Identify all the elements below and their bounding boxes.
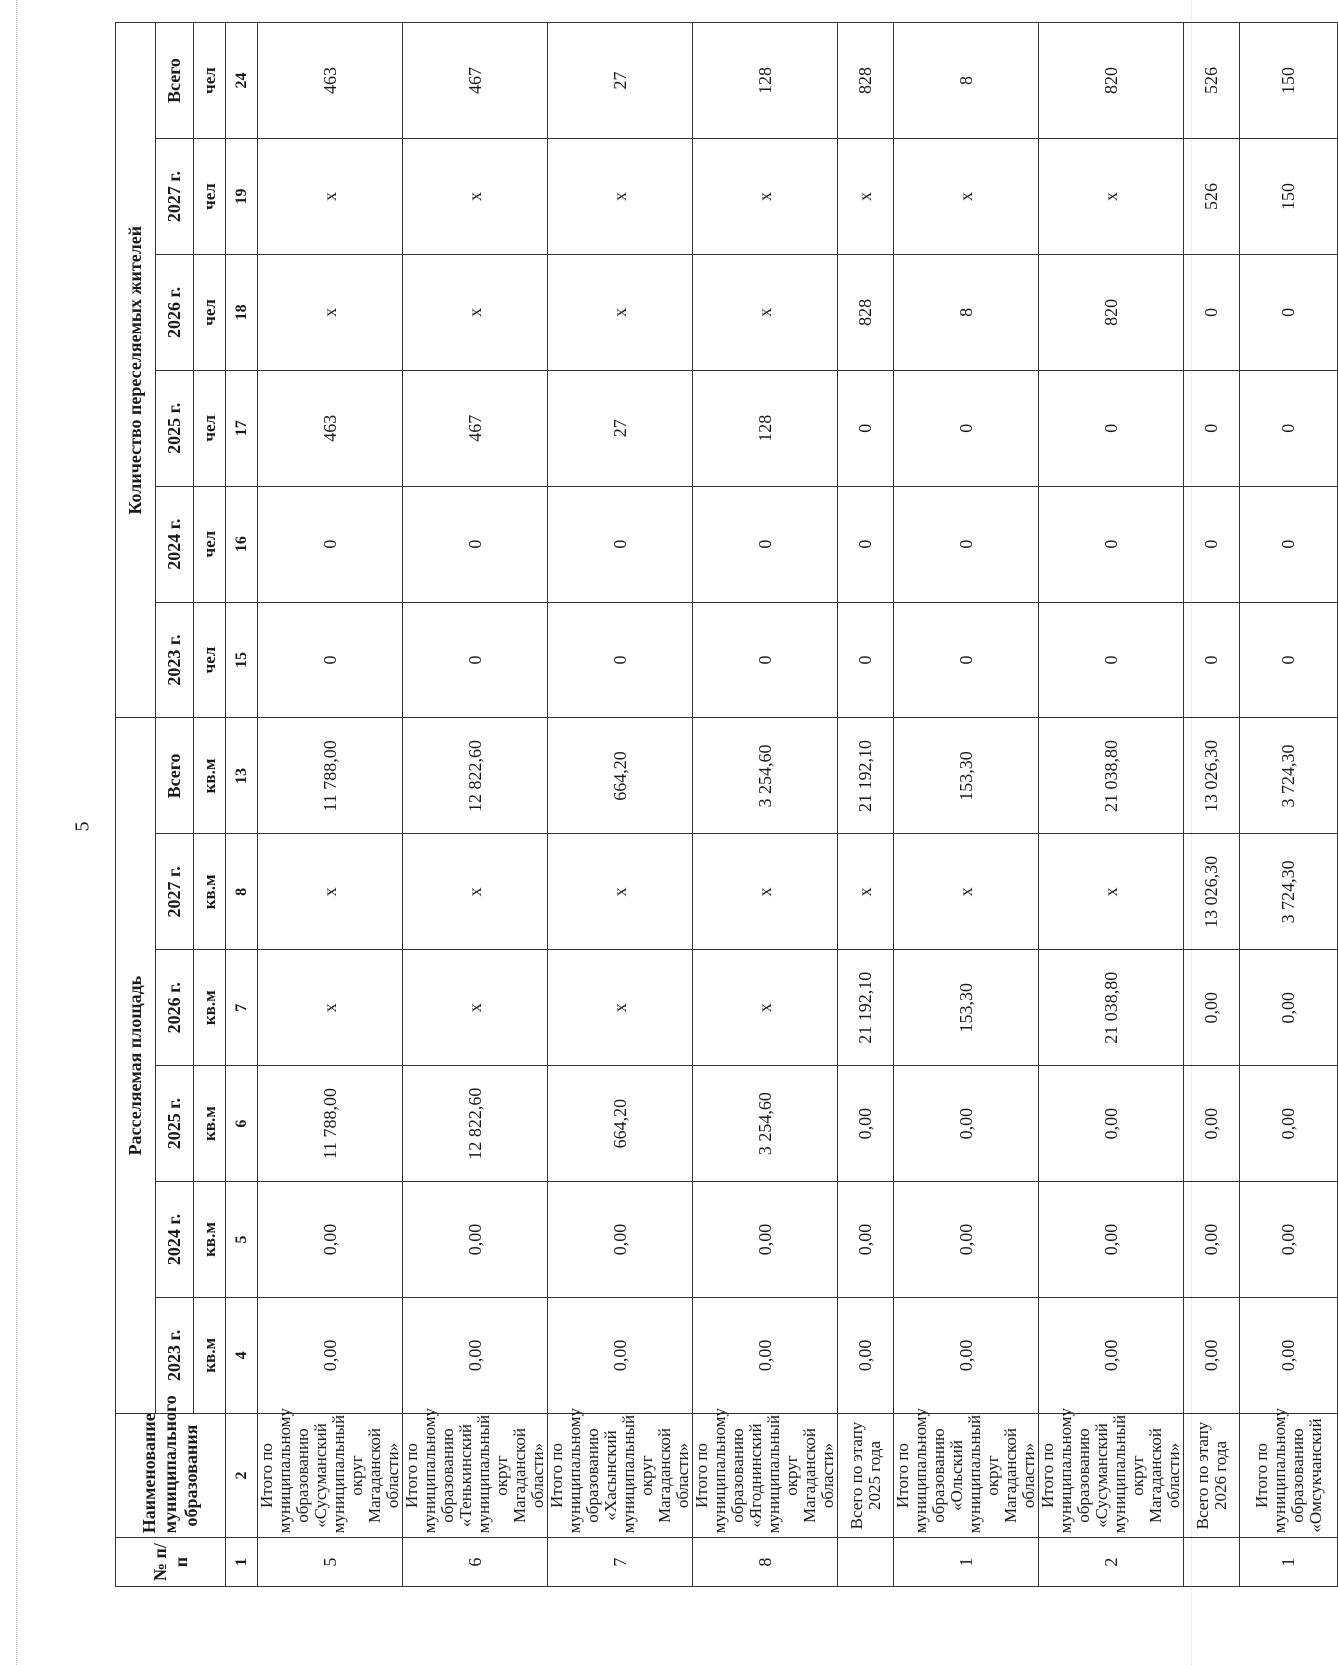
area-value: 0,00 [894, 1297, 1039, 1413]
header-name: Наименование муниципального образования [116, 1413, 226, 1537]
header-people-unit: чел [194, 254, 226, 370]
people-value: x [838, 139, 894, 255]
people-value: 0 [403, 486, 548, 602]
area-value: 3 724,30 [1240, 834, 1338, 950]
column-index: 17 [226, 370, 258, 486]
area-value: 0,00 [1184, 1182, 1240, 1298]
column-index: 4 [226, 1297, 258, 1413]
header-people-unit: чел [194, 139, 226, 255]
area-value: 0,00 [838, 1297, 894, 1413]
people-value: 0 [548, 486, 693, 602]
people-value: x [403, 139, 548, 255]
header-area-year: 2024 г. [156, 1182, 194, 1298]
table-row [1240, 23, 1338, 1587]
people-value: x [258, 139, 403, 255]
area-value: x [403, 950, 548, 1066]
area-value: 0,00 [838, 1182, 894, 1298]
area-value: 0,00 [1039, 1066, 1184, 1182]
people-value: 0 [403, 602, 548, 718]
area-value: 0,00 [1039, 1182, 1184, 1298]
area-value: x [403, 834, 548, 950]
row-number: 1 [1240, 1538, 1338, 1587]
header-area-unit: кв.м [194, 834, 226, 950]
row-name: Итого по муниципальному образованию «Ольский муниципальный округ Магаданской области» [894, 1413, 1039, 1537]
people-value: 0 [1039, 486, 1184, 602]
people-value: 27 [548, 370, 693, 486]
table-row [693, 23, 838, 1587]
row-number [838, 1538, 894, 1587]
area-value: 0,00 [403, 1297, 548, 1413]
people-value: 0 [1240, 254, 1338, 370]
column-index: 18 [226, 254, 258, 370]
people-value: x [258, 254, 403, 370]
people-value: 828 [838, 254, 894, 370]
row-number: 2 [1039, 1538, 1184, 1587]
area-value: 0,00 [1184, 950, 1240, 1066]
row-number: 1 [894, 1538, 1039, 1587]
area-value: 12 822,60 [403, 1066, 548, 1182]
header-area-unit: кв.м [194, 950, 226, 1066]
row-name: Итого по муниципальному образованию «Тенькинский муниципальный округ Магаданской области» [403, 1413, 548, 1537]
area-value: 3 254,60 [693, 718, 838, 834]
people-value: x [1039, 139, 1184, 255]
header-people-group: Количество переселяемых жителей [116, 23, 156, 718]
area-value: x [1039, 834, 1184, 950]
header-people-year: 2023 г. [156, 602, 194, 718]
area-value: x [693, 950, 838, 1066]
people-value: 0 [693, 486, 838, 602]
column-index: 8 [226, 834, 258, 950]
people-value: x [548, 254, 693, 370]
table-viewport [115, 22, 1325, 1587]
people-value: 0 [1240, 486, 1338, 602]
area-value: x [548, 950, 693, 1066]
people-value: 8 [894, 23, 1039, 139]
area-value: 0,00 [258, 1182, 403, 1298]
row-number: 5 [258, 1538, 403, 1587]
header-area-unit: кв.м [194, 718, 226, 834]
area-value: 0,00 [403, 1182, 548, 1298]
area-value: 0,00 [258, 1297, 403, 1413]
header-area-unit: кв.м [194, 1297, 226, 1413]
column-index: 6 [226, 1066, 258, 1182]
area-value: 13 026,30 [1184, 718, 1240, 834]
rotated-table-container [115, 22, 1325, 1587]
column-index: 1 [226, 1538, 258, 1587]
area-value: 3 724,30 [1240, 718, 1338, 834]
column-index: 13 [226, 718, 258, 834]
area-value: 0,00 [1184, 1297, 1240, 1413]
area-value: 0,00 [548, 1182, 693, 1298]
header-people-year: 2024 г. [156, 486, 194, 602]
people-value: 0 [1039, 602, 1184, 718]
table-row [258, 23, 403, 1587]
row-name: Всего по этапу 2026 года [1184, 1413, 1240, 1537]
area-value: 0,00 [1240, 950, 1338, 1066]
row-number: 8 [693, 1538, 838, 1587]
people-value: 463 [258, 370, 403, 486]
area-value: 0,00 [1240, 1297, 1338, 1413]
row-name: Итого по муниципальному образованию «Ягоднинский муниципальный округ Магаданской области» [693, 1413, 838, 1537]
header-num: № п/п [116, 1538, 226, 1587]
area-value: x [548, 834, 693, 950]
header-people-year: 2027 г. [156, 139, 194, 255]
row-number [1184, 1538, 1240, 1587]
people-value: 150 [1240, 139, 1338, 255]
row-name: Итого по муниципальному образованию «Сусуманский муниципальный округ Магаданской области» [1039, 1413, 1184, 1537]
people-value: 0 [894, 486, 1039, 602]
header-area-unit: кв.м [194, 1182, 226, 1298]
header-people-unit: чел [194, 602, 226, 718]
area-value: 664,20 [548, 1066, 693, 1182]
people-value: x [548, 139, 693, 255]
table-row [838, 23, 894, 1587]
people-value: 150 [1240, 23, 1338, 139]
people-value: 463 [258, 23, 403, 139]
area-value: 153,30 [894, 718, 1039, 834]
people-value: 0 [894, 602, 1039, 718]
people-value: 0 [258, 602, 403, 718]
area-value: x [693, 834, 838, 950]
header-people-year: 2026 г. [156, 254, 194, 370]
area-value: 11 788,00 [258, 718, 403, 834]
header-area-year: 2027 г. [156, 834, 194, 950]
people-value: 0 [1184, 254, 1240, 370]
row-name: Итого по муниципальному образованию «Омсукчанский [1240, 1413, 1338, 1537]
left-margin-dotted-line [16, 0, 19, 1665]
people-value: x [693, 254, 838, 370]
area-value: 0,00 [1240, 1182, 1338, 1298]
area-value: x [894, 834, 1039, 950]
area-value: 153,30 [894, 950, 1039, 1066]
row-name: Итого по муниципальному образованию «Сусуманский муниципальный округ Магаданской области» [258, 1413, 403, 1537]
people-value: 0 [894, 370, 1039, 486]
people-value: x [403, 254, 548, 370]
area-value: 0,00 [548, 1297, 693, 1413]
people-value: 828 [838, 23, 894, 139]
people-value: 0 [838, 370, 894, 486]
people-value: 128 [693, 370, 838, 486]
header-people-unit: чел [194, 23, 226, 139]
area-value: 0,00 [1184, 1066, 1240, 1182]
column-index: 15 [226, 602, 258, 718]
area-value: x [838, 834, 894, 950]
people-value: 0 [838, 602, 894, 718]
people-value: 526 [1184, 139, 1240, 255]
page-number: 5 [71, 821, 94, 832]
area-value: 21 192,10 [838, 718, 894, 834]
area-value: 13 026,30 [1184, 834, 1240, 950]
column-index: 2 [226, 1413, 258, 1537]
header-people-year: Всего [156, 23, 194, 139]
people-value: 820 [1039, 23, 1184, 139]
header-people-unit: чел [194, 486, 226, 602]
people-value: x [693, 139, 838, 255]
area-value: 11 788,00 [258, 1066, 403, 1182]
area-value: 0,00 [1240, 1066, 1338, 1182]
people-value: 27 [548, 23, 693, 139]
area-value: 664,20 [548, 718, 693, 834]
row-number: 6 [403, 1538, 548, 1587]
area-value: 0,00 [693, 1182, 838, 1298]
people-value: 0 [1039, 370, 1184, 486]
column-index: 5 [226, 1182, 258, 1298]
header-people-unit: чел [194, 370, 226, 486]
people-value: 0 [1184, 602, 1240, 718]
people-value: 8 [894, 254, 1039, 370]
column-index: 19 [226, 139, 258, 255]
header-area-year: 2026 г. [156, 950, 194, 1066]
people-value: 0 [548, 602, 693, 718]
people-value: 128 [693, 23, 838, 139]
table-row [1039, 23, 1184, 1587]
people-value: 820 [1039, 254, 1184, 370]
table-row [1184, 23, 1240, 1587]
header-area-year: 2025 г. [156, 1066, 194, 1182]
area-value: x [258, 834, 403, 950]
row-name: Всего по этапу 2025 года [838, 1413, 894, 1537]
column-index: 16 [226, 486, 258, 602]
column-index: 7 [226, 950, 258, 1066]
area-value: 21 192,10 [838, 950, 894, 1066]
column-index: 24 [226, 23, 258, 139]
header-area-year: Всего [156, 718, 194, 834]
resettlement-table [115, 22, 1338, 1587]
area-value: 21 038,80 [1039, 950, 1184, 1066]
area-value: 0,00 [693, 1297, 838, 1413]
header-area-unit: кв.м [194, 1066, 226, 1182]
people-value: 0 [1184, 486, 1240, 602]
table-row [548, 23, 693, 1587]
header-people-year: 2025 г. [156, 370, 194, 486]
people-value: 467 [403, 23, 548, 139]
people-value: 0 [1184, 370, 1240, 486]
area-value: 0,00 [894, 1182, 1039, 1298]
row-number: 7 [548, 1538, 693, 1587]
people-value: 0 [838, 486, 894, 602]
people-value: 526 [1184, 23, 1240, 139]
area-value: 0,00 [838, 1066, 894, 1182]
area-value: 0,00 [894, 1066, 1039, 1182]
row-name: Итого по муниципальному образованию «Хасынский муниципальный округ Магаданской области» [548, 1413, 693, 1537]
area-value: 3 254,60 [693, 1066, 838, 1182]
area-value: 0,00 [1039, 1297, 1184, 1413]
area-value: 21 038,80 [1039, 718, 1184, 834]
header-area-group: Расселяемая площадь [116, 718, 156, 1413]
people-value: 0 [693, 602, 838, 718]
table-row [403, 23, 548, 1587]
table-row [894, 23, 1039, 1587]
people-value: 0 [258, 486, 403, 602]
people-value: 0 [1240, 370, 1338, 486]
header-area-year: 2023 г. [156, 1297, 194, 1413]
people-value: 467 [403, 370, 548, 486]
area-value: x [258, 950, 403, 1066]
people-value: 0 [1240, 602, 1338, 718]
area-value: 12 822,60 [403, 718, 548, 834]
people-value: x [894, 139, 1039, 255]
